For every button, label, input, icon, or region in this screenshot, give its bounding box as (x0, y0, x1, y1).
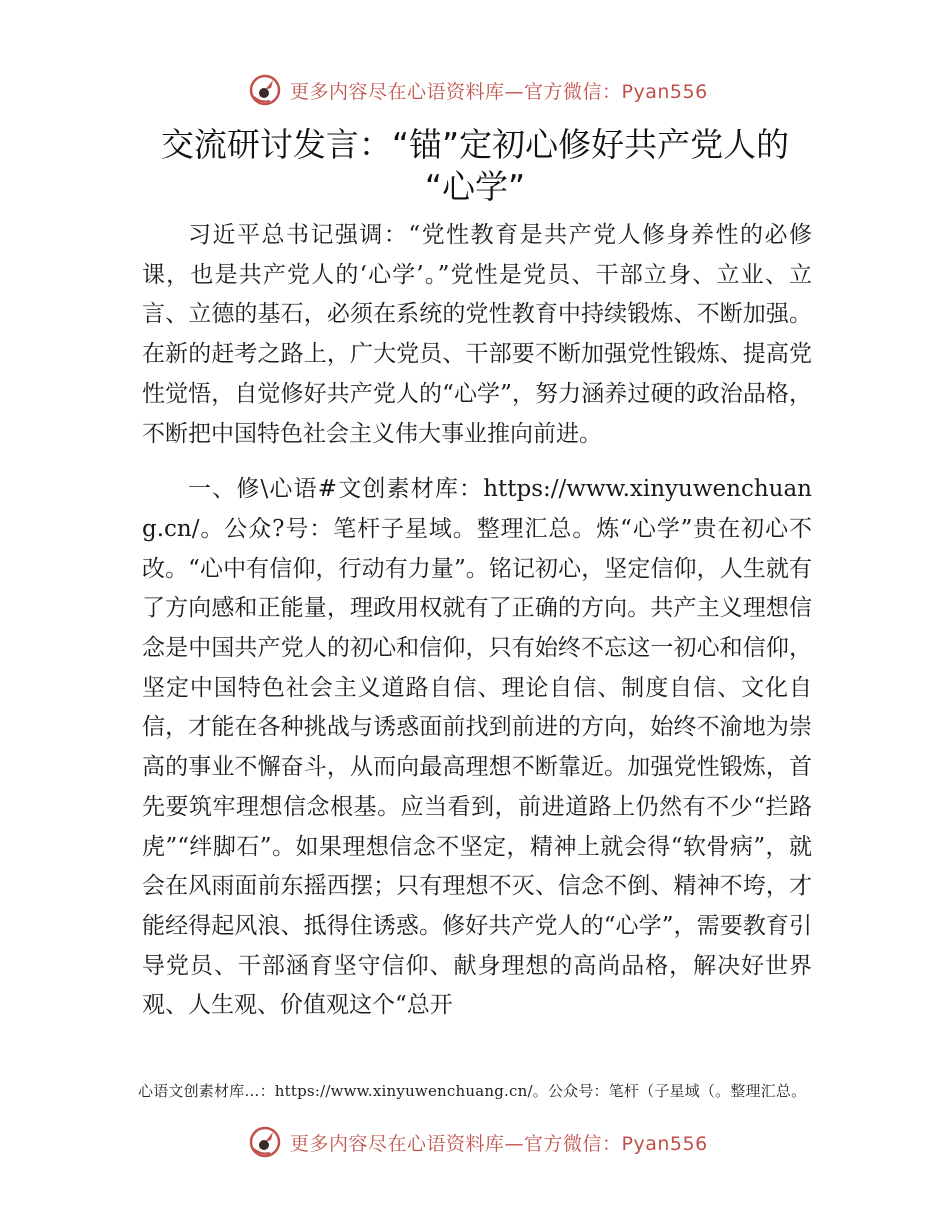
document-body (142, 216, 812, 1026)
title-line-2: “心学” (424, 167, 526, 206)
paragraph-section-1: 一、修\心语#文创素材库：https://www.xinyuwenchuang.cn/。公众?号：笔杆子星域。整理汇总。炼“心学”贵在初心不改。“心中有信仰，行动有力量”。铭记初心，坚定信仰，人生就有了方向感和正能量，理政用权就有了正确的方向。共产主义理想信念是中国共产党人的初心和信仰，只有始终不忘这一初心和信仰，坚定中国特色社会主义道路自信、理论自信、制度自信、文化自信，才能在各种挑战与诱惑面前找到前进的方向，始终不渝地为崇高的事业不懈奋斗，从而向最高理想不断靠近。加强党性锻炼，首先要筑牢理想信念根基。应当看到，前进道路上仍然有不少“拦路虎”“绊脚石”。如果理想信念不坚定，精神上就会得“软骨病”，就会在风雨面前东摇西摆；只有理想不灭、信念不倒、精神不垮，才能经得起风浪、抵得住诱惑。修好共产党人的“心学”，需要教育引导党员、干部涵育坚守信仰、献身理想的高尚品格，解决好世界观、人生观、价值观这个“总开 (142, 476, 812, 1019)
document-title (100, 124, 850, 208)
footer-banner-text: 更多内容尽在心语资料库—官方微信：Pyan556 (290, 1132, 708, 1155)
paragraph-intro: 习近平总书记强调：“党性教育是共产党人修身养性的必修课，也是共产党人的‘心学’。”党性是党员、干部立身、立业、立言、立德的基石，必须在系统的党性教育中持续锻炼、不断加强。在新的赶考之路上，广大党员、干部要不断加强党性锻炼、提高党性觉悟，自觉修好共产党人的“心学”，努力涵养过硬的政治品格，不断把中国特色社会主义伟大事业推向前进。 (142, 222, 812, 447)
feather-pen-logo-icon (248, 1125, 282, 1159)
footer-banner (248, 1122, 728, 1162)
feather-pen-logo-icon (248, 73, 282, 107)
title-line-1: 交流研讨发言：“锚”定初心修好共产党人的 (160, 125, 790, 164)
header-banner (248, 70, 728, 110)
footer-note: 心语文创素材库…：https://www.xinyuwenchuang.cn/。公众号：笔杆（子星域（。整理汇总。 (138, 1082, 807, 1100)
header-banner-text: 更多内容尽在心语资料库—官方微信：Pyan556 (290, 80, 708, 103)
